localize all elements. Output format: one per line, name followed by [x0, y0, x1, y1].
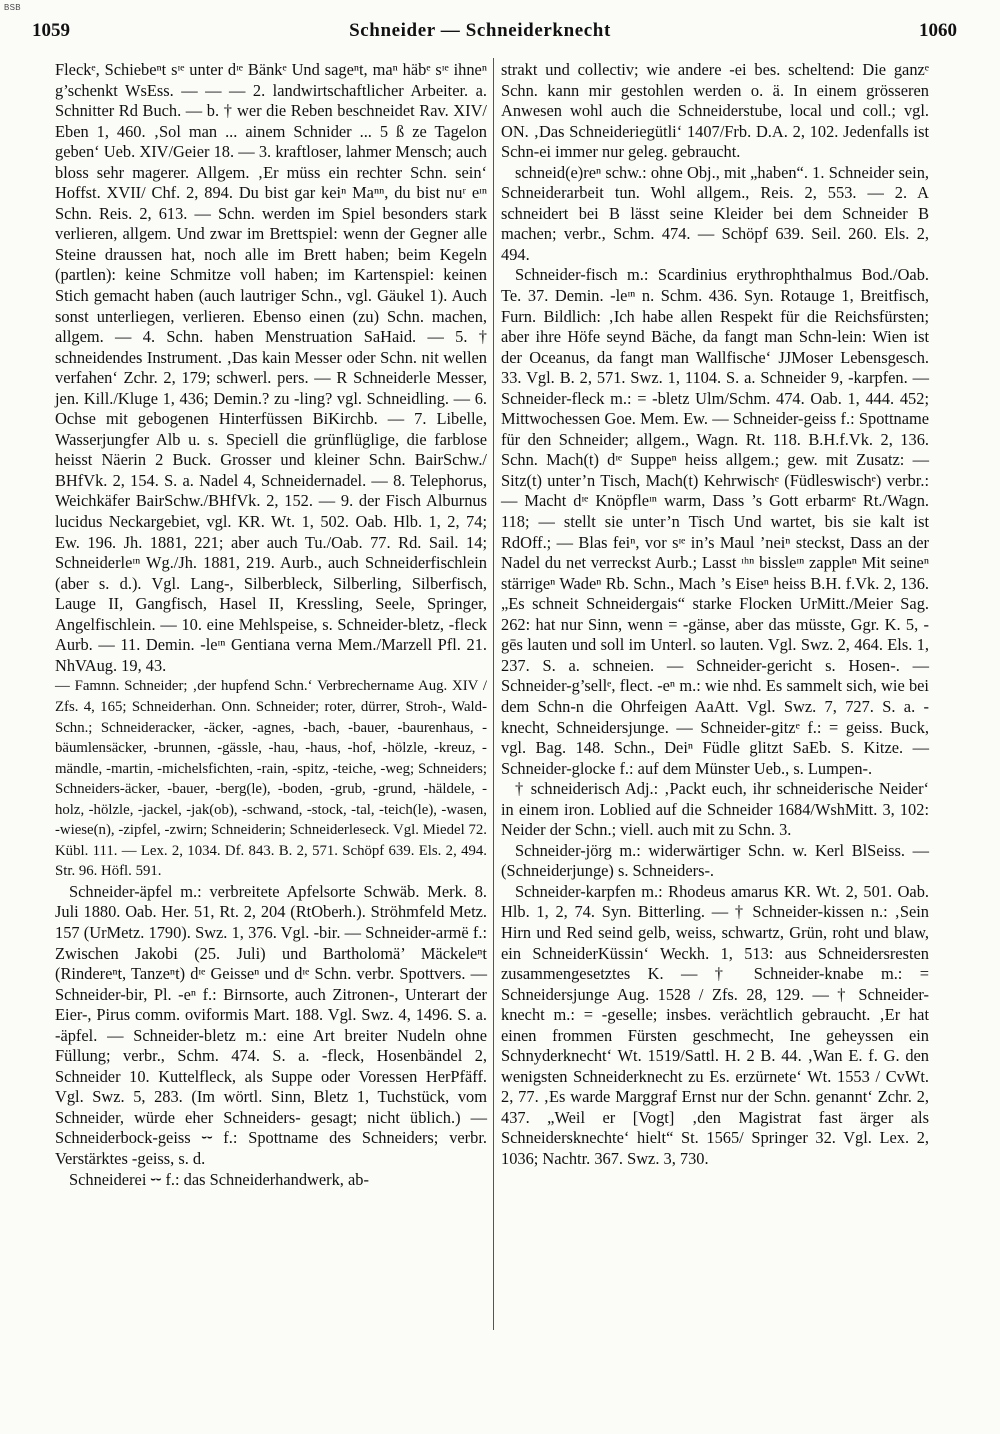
- left-column: [55, 60, 487, 1190]
- entry-paragraph: Schneiderei ⏑⏑ f.: das Schneiderhandwerk, ab-: [69, 1169, 369, 1189]
- entry-paragraph: schneid(e)reⁿ schw.: ohne Obj., mit „haben“. 1. Schneider sein, Schneiderarbeit tun. Wohl allgem., Reis. 2, 553. — 2. A schneidert bei B lässt seine Kleider bei dem Schneider B machen; verbr., Schm. 474. — Schöpf 639. Seil. 260. Els. 2, 494.: [501, 162, 929, 264]
- entry-paragraph: Schneider-jörg m.: widerwärtiger Schn. w. Kerl BlSeiss. — (Schneiderjunge) s. Schneiders-.: [501, 840, 929, 881]
- column-divider: [493, 58, 494, 1330]
- entry-paragraph: strakt und collectiv; wie andere -ei bes. scheltend: Die ganzᵉ Schn. kann mir gestohlen werden o. ä. In einem grösseren Anwesen wohl auch die Schneiderstube, local und coll.; vgl. ON. ‚Das Schneideriegütli‘ 1407/Frb. D.A. 2, 102. Jedenfalls ist Schn-ei immer nur geleg. gebraucht.: [501, 60, 929, 162]
- running-title: Schneider — Schneiderknecht: [349, 20, 611, 41]
- page-number-right: 1060: [919, 20, 957, 41]
- right-column: [501, 60, 929, 1170]
- page-number-left: 1059: [32, 20, 70, 41]
- entry-paragraph: Fleckᵉ, Schiebeⁿt sᶦᵉ unter dᶦᵉ Bänkᵉ Und sageⁿt, maⁿ häbᵉ sᶦᵉ ihneⁿ g’schenkt WsEss. — — — 2. landwirtschaftlicher Arbeiter. a. Schnitter Rd Buch. — b. † wer die Reben beschneidet Rav. XIV/ Eben 1, 460. ‚Sol man ... ainem Schnider ... 5 ß ze Tagelon geben‘ Ueb. XIV/Geier 18. — 3. kraftloser, lahmer Mensch; auch bloss sehr magerer. Allgem. ‚Er müss ein rechter Schn. sein‘ Hoffst. XVII/ Chf. 2, 894. Du bist gar keiⁿ Maⁿⁿ, du bist nuʳ eᶦⁿ Schn. Reis. 2, 613. — Schn. werden im Spiel besonders stark verlieren, allgem. Und zwar im Brettspiel: wenn der Gegner alle Steine draussen hat, noch alle im Brett haben; beim Kegeln (partlen): keine Schmitze voll haben; im Kartenspiel: keinen Stich gemacht haben (auch lautriger Schn., vgl. Gäukel 1). Auch sonst unterliegen, verlieren. Ebenso einen (zu) Schn. machen, allgem. — 4. Schn. haben Menstruation SaHaid. — 5. † schneidendes Instrument. ‚Das kain Messer oder Schn. nit wellen verfahen‘ Zchr. 2, 179; schwerl. pers. — R Schneiderle Messer, jen. Kill./Kluge 1, 436; Demin.? zu -ling? vgl. Schneidling. — 6. Ochse mit gebogenen Hinterfüssen BiKirchb. — 7. Libelle, Wasserjungfer Alb u. s. Speciell die grünflüglige, die farblose heisst Näerin 2 Buck. Grosser und kleiner Schn. BairSchw./ BHfVk. 2, 154. S. a. Nadel 4, Schneidernadel. — 8. Telephorus, Weichkäfer BairSchw./BHfVk. 2, 152. — 9. der Fisch Alburnus lucidus Neckargebiet, vgl. KR. Wt. 1, 502. Oab. Hlb. 1, 2, 74; Ew. 196. Jh. 1881, 221; aber auch Tu./Oab. 77. Rd. Sail. 14; Schneiderleᶦⁿ Wg./Jh. 1881, 219. Aurb., auch Schneiderfischlein (aber s. d.). Vgl. Lang-, Silberbleck, Silberling, Silberfisch, Lauge II, Gangfisch, Hasel II, Kressling, Seele, Springer, Angelfischlein. — 10. eine Mehlspeise, s. Schneider-bletz, -fleck Aurb. — 11. Demin. -leᶦⁿ Gentiana verna Mem./Marzell Pfl. 21. NhVAug. 19, 43.: [55, 60, 487, 675]
- entry-paragraph: † schneiderisch Adj.: ‚Packt euch, ihr schneiderische Neider‘ in einem iron. Loblied auf die Schneider 1684/WshMitt. 3, 102: Neider der Schn.; viell. auch mit zu Schn. 3.: [501, 779, 929, 840]
- entry-paragraph: Schneider-fisch m.: Scardinius erythrophthalmus Bod./Oab. Te. 37. Demin. -leᶦⁿ n. Schm. 436. Syn. Rotauge 1, Breitfisch, Furn. Bildlich: ‚Ich habe allen Respekt für die Reichsfürsten; aber ihre Höfe seynd Bäche, da fangt man Schn-lein: Wien ist der Oceanus, da fangt man Wallfische‘ JJMoser Lebensgesch. 33. Vgl. B. 2, 571. Swz. 1, 1104. S. a. Schneider 9, -karpfen. — Schneider-fleck m.: = -bletz Ulm/Schm. 474. Oab. 1, 444. 452; Mittwochessen Goe. Mem. Ew. — Schneider-geiss f.: Spottname für den Schneider; allgem., Wagn. Rt. 118. B.H.f.Vk. 2, 136. Schn. Mach(t) dᶦᵉ Suppeⁿ heiss allgem.; gew. mit Zusatz: — Sitz(t) unter’n Tisch, Mach(t) Kehrwischᵉ (Füdleswischᵉ) verbr.: — Macht dᶦᵉ Knöpfleᶦⁿ warm, Dass ’s Gott erbarmᵉ Rt./Wagn. 118; — stellt sie unter’n Tisch Und wartet, bis sie kalt ist RdOff.; — Blas feiⁿ, vor sᶦᵉ in’s Maul ’neiⁿ steckst, Dass an der Nadel du net verreckst Aurb.; Lasst ᶦʰⁿ bissleᶦⁿ zappleⁿ Mit seineⁿ stärrigeⁿ Wadeⁿ Rb. Schn., Mach ’s Eiseⁿ heiss B.H. f.Vk. 2, 136. „Es schneit Schneidergais“ starke Flocken UrMitt./Meier Sag. 262: hat nur Sinn, wenn = -gänse, aber das müsste, Ggr. K. 5, -gēs lauten und soll im Unterl. so lauten. Vgl. Swz. 2, 464. Els. 1, 237. S. a. schneien. — Schneider-gericht s. Hosen-. — Schneider-g’sellᵉ, flect. -eⁿ m.: wie nhd. Es sammelt sich, wie bei dem Schn-n die Ohrfeigen AaAtt. Vgl. Swz. 7, 727. S. a. -knecht, Schneidersjunge. — Schneider-gitzᵉ f.: = geiss. Buck, vgl. Bag. 148. Schn., Deiⁿ Füdle glitzt SaEb. S. Kitze. — Schneider-glocke f.: auf dem Münster Ueb., s. Lumpen-.: [501, 265, 929, 778]
- entry-paragraph: Schneider-äpfel m.: verbreitete Apfelsorte Schwäb. Merk. 8. Juli 1880. Oab. Her. 51, Rt. 2, 204 (RtOberh.). Ströhmfeld Metz. 157 (UrMetz. 1790). Swz. 1, 376. Vgl. -bir. — Schneider-armë f.: Zwischen Jakobi (25. Juli) und Bartholomä’ Mäckeleⁿt (Rindereⁿt, Tanzeⁿt) dᶦᵉ Geisseⁿ und dᶦᵉ Schn. verbr. Spottvers. — Schneider-bir, Pl. -eⁿ f.: Birnsorte, auch Zitronen-, Unterart der Eier-, Pirus comm. oviformis Mart. 188. Vgl. Swz. 4, 1496. S. a. -äpfel. — Schneider-bletz m.: eine Art breiter Nudeln ohne Füllung; verbr., Schm. 474. S. a. -fleck, Hosenbändel 2, Schneider 10. Kuttelfleck, als Suppe oder Voressen HerPfäff. Vgl. Swz. 5, 283. (Im wörtl. Sinn, Bletz 1, Tuchstück, vom Schneider, würde eher Schneiders- gesagt; nicht üblich.) — Schneiderbock-geiss ⏑⏑ f.: Spottname des Schneiders; verbr. Verstärktes -geiss, s. d.: [55, 881, 487, 1168]
- library-stamp: BSB: [4, 3, 21, 12]
- entry-paragraph: Schneider-karpfen m.: Rhodeus amarus KR. Wt. 2, 501. Oab. Hlb. 1, 2, 74. Syn. Bitterling. — † Schneider-kissen n.: ‚Sein Hirn und Red seind gelb, weiss, schwartz, Grün, roht und blaw, ein SchneiderKüssin‘ Weckh. 1, 513: aus Schneidersresten zusammengesetztes K. — † Schneider-knabe m.: = Schneidersjunge Aug. 1528 / Zfs. 28, 129. — † Schneider-knecht m.: = -geselle; insbes. verächtlich gebraucht. ‚Er hat einen frommen Fürsten geschmecht, Ine geheyssen ein Schnyderknecht‘ Wt. 1519/Sattl. H. 2 B. 44. ‚Wan E. f. G. den wenigsten Schneiderknecht zu Es. erzürnete‘ Wt. 1553 / CvWt. 2, 77. ‚Es warde Marggraf Ernst nur der Schn. genannt‘ Zchr. 2, 437. „Weil er [Vogt] ‚den Magistrat fast ärger als Schneidersknechte‘ hielt“ St. 1565/ Springer 32. Vgl. Lex. 2, 1036; Nachtr. 367. Swz. 3, 730.: [501, 881, 929, 1168]
- references-paragraph: — Famnn. Schneider; ‚der hupfend Schn.‘ Verbrechername Aug. XIV / Zfs. 4, 165; Schneiderhan. Onn. Schneider; roter, dürrer, Stroh-, Wald-Schn.; Schneideracker, -äcker, -agnes, -bach, -bauer, -baurenhaus, -bäumlensäcker, -brunnen, -gässle, -hau, -haus, -hof, -hölzle, -kreuz, -mändle, -martin, -michelsfichten, -rain, -spitz, -teiche, -weg; Schneiders; Schneiders-äcker, -bauer, -berg(le), -boden, -grub, -grund, -häldele, -holz, -hölzle, -jackel, -jak(ob), -schwand, -stock, -tal, -teich(le), -wasen, -wiese(n), -zipfel, -zwirn; Schneiderin; Schneiderleseck. Vgl. Miedel 72. Kübl. 111. — Lex. 2, 1034. Df. 843. B. 2, 571. Schöpf 639. Els. 2, 494. Str. 96. Höfl. 591.: [55, 678, 487, 880]
- page-header: [30, 18, 957, 48]
